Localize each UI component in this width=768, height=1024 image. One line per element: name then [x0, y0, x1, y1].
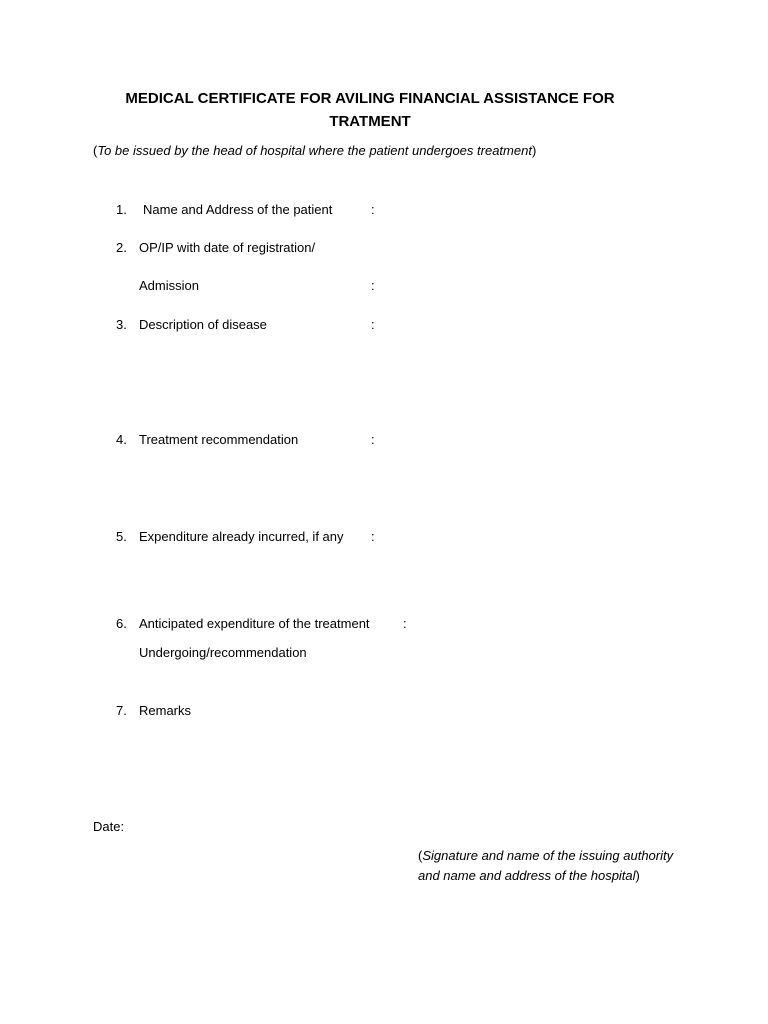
signature-text: Signature and name of the issuing authority and name and address of the hospital	[418, 848, 674, 883]
certificate-title-line-1: MEDICAL CERTIFICATE FOR AVILING FINANCIAL ASSISTANCE FOR	[125, 90, 615, 107]
item-3-label: Description of disease	[139, 317, 267, 332]
item-6-number: 6.	[116, 616, 127, 631]
item-5-colon: :	[371, 529, 375, 544]
item-2-number: 2.	[116, 240, 127, 255]
certificate-subtitle	[93, 143, 536, 158]
item-7-number: 7.	[116, 703, 127, 718]
signature-open-paren: (	[418, 848, 423, 863]
item-6-label-continued: Undergoing/recommendation	[139, 645, 307, 660]
item-7-label: Remarks	[139, 703, 192, 718]
item-1-colon: :	[371, 202, 375, 217]
item-6-label: Anticipated expenditure of the treatment	[139, 616, 370, 631]
item-4-colon: :	[371, 432, 375, 447]
item-2-label: OP/IP with date of registration/	[139, 240, 316, 255]
item-6-colon: :	[403, 616, 407, 631]
subtitle-open-paren: (	[93, 143, 98, 158]
signature-close-paren: )	[635, 867, 640, 883]
item-1-label: Name and Address of the patient	[143, 202, 333, 217]
item-2-label-continued: Admission	[139, 278, 199, 293]
item-5-label: Expenditure already incurred, if any	[139, 529, 344, 544]
item-4-number: 4.	[116, 432, 127, 447]
item-1-number: 1.	[116, 202, 127, 217]
item-5-number: 5.	[116, 529, 127, 544]
signature-block	[418, 846, 688, 885]
certificate-title-line-2: TRATMENT	[329, 113, 411, 130]
item-3-number: 3.	[116, 317, 127, 332]
subtitle-text: To be issued by the head of hospital where the patient undergoes treatment	[97, 143, 532, 158]
item-2-colon: :	[371, 278, 375, 293]
item-3-colon: :	[371, 317, 375, 332]
subtitle-close-paren: )	[531, 143, 537, 158]
date-label: Date:	[93, 819, 125, 834]
item-4-label: Treatment recommendation	[139, 432, 299, 447]
